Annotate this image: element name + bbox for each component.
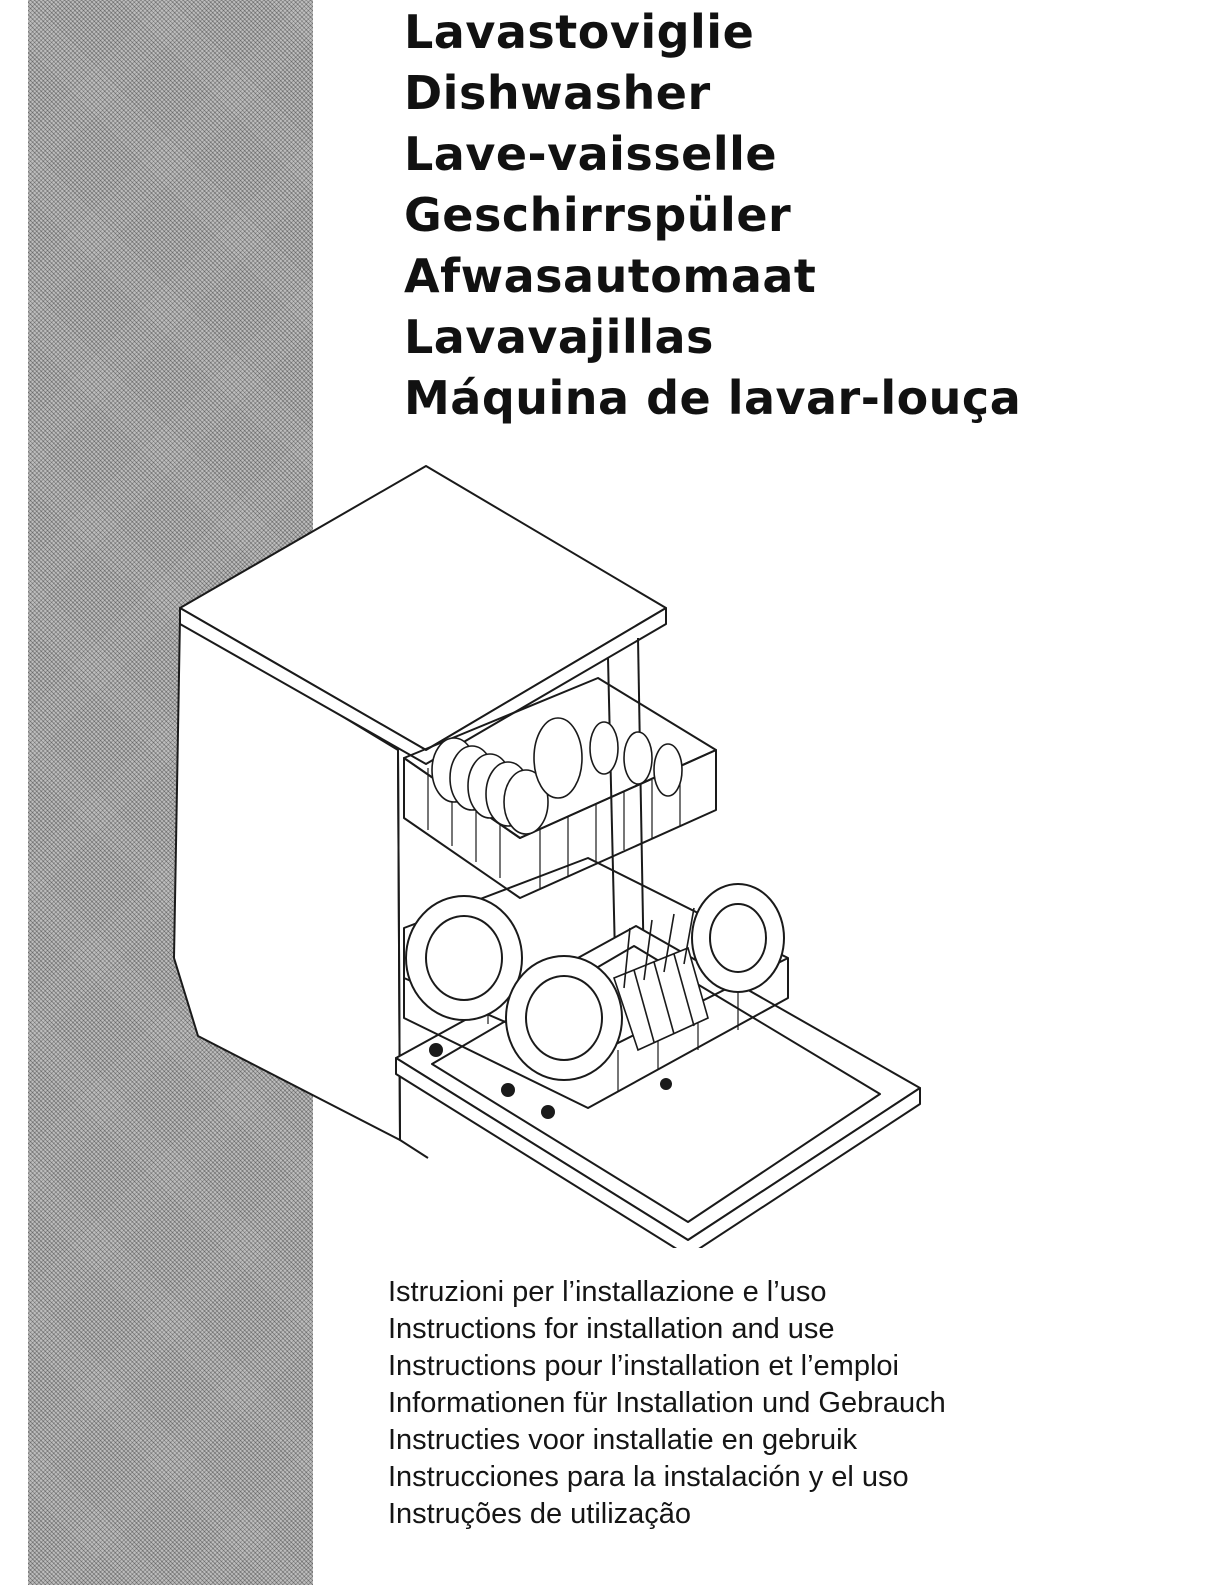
left-margin bbox=[0, 0, 28, 1585]
title-en: Dishwasher bbox=[404, 66, 711, 120]
instruction-lines bbox=[388, 1274, 946, 1533]
title-it: Lavastoviglie bbox=[404, 5, 755, 59]
title-pt: Máquina de lavar-louça bbox=[404, 371, 1022, 425]
title-nl: Afwasautomaat bbox=[404, 249, 817, 303]
subtitle-it: Istruzioni per l’installazione e l’uso bbox=[388, 1276, 827, 1308]
product-titles bbox=[404, 2, 1021, 429]
title-de: Geschirrspüler bbox=[404, 188, 792, 242]
title-es: Lavavajillas bbox=[404, 310, 714, 364]
title-fr: Lave-vaisselle bbox=[404, 127, 778, 181]
subtitle-de: Informationen für Installation und Gebrauch bbox=[388, 1387, 946, 1419]
subtitle-en: Instructions for installation and use bbox=[388, 1313, 835, 1345]
subtitle-es: Instrucciones para la instalación y el uso bbox=[388, 1461, 909, 1493]
dishwasher-open-door-icon bbox=[168, 458, 928, 1248]
subtitle-fr: Instructions pour l’installation et l’emploi bbox=[388, 1350, 899, 1382]
subtitle-pt: Instruções de utilização bbox=[388, 1498, 692, 1530]
subtitle-nl: Instructies voor installatie en gebruik bbox=[388, 1424, 858, 1456]
